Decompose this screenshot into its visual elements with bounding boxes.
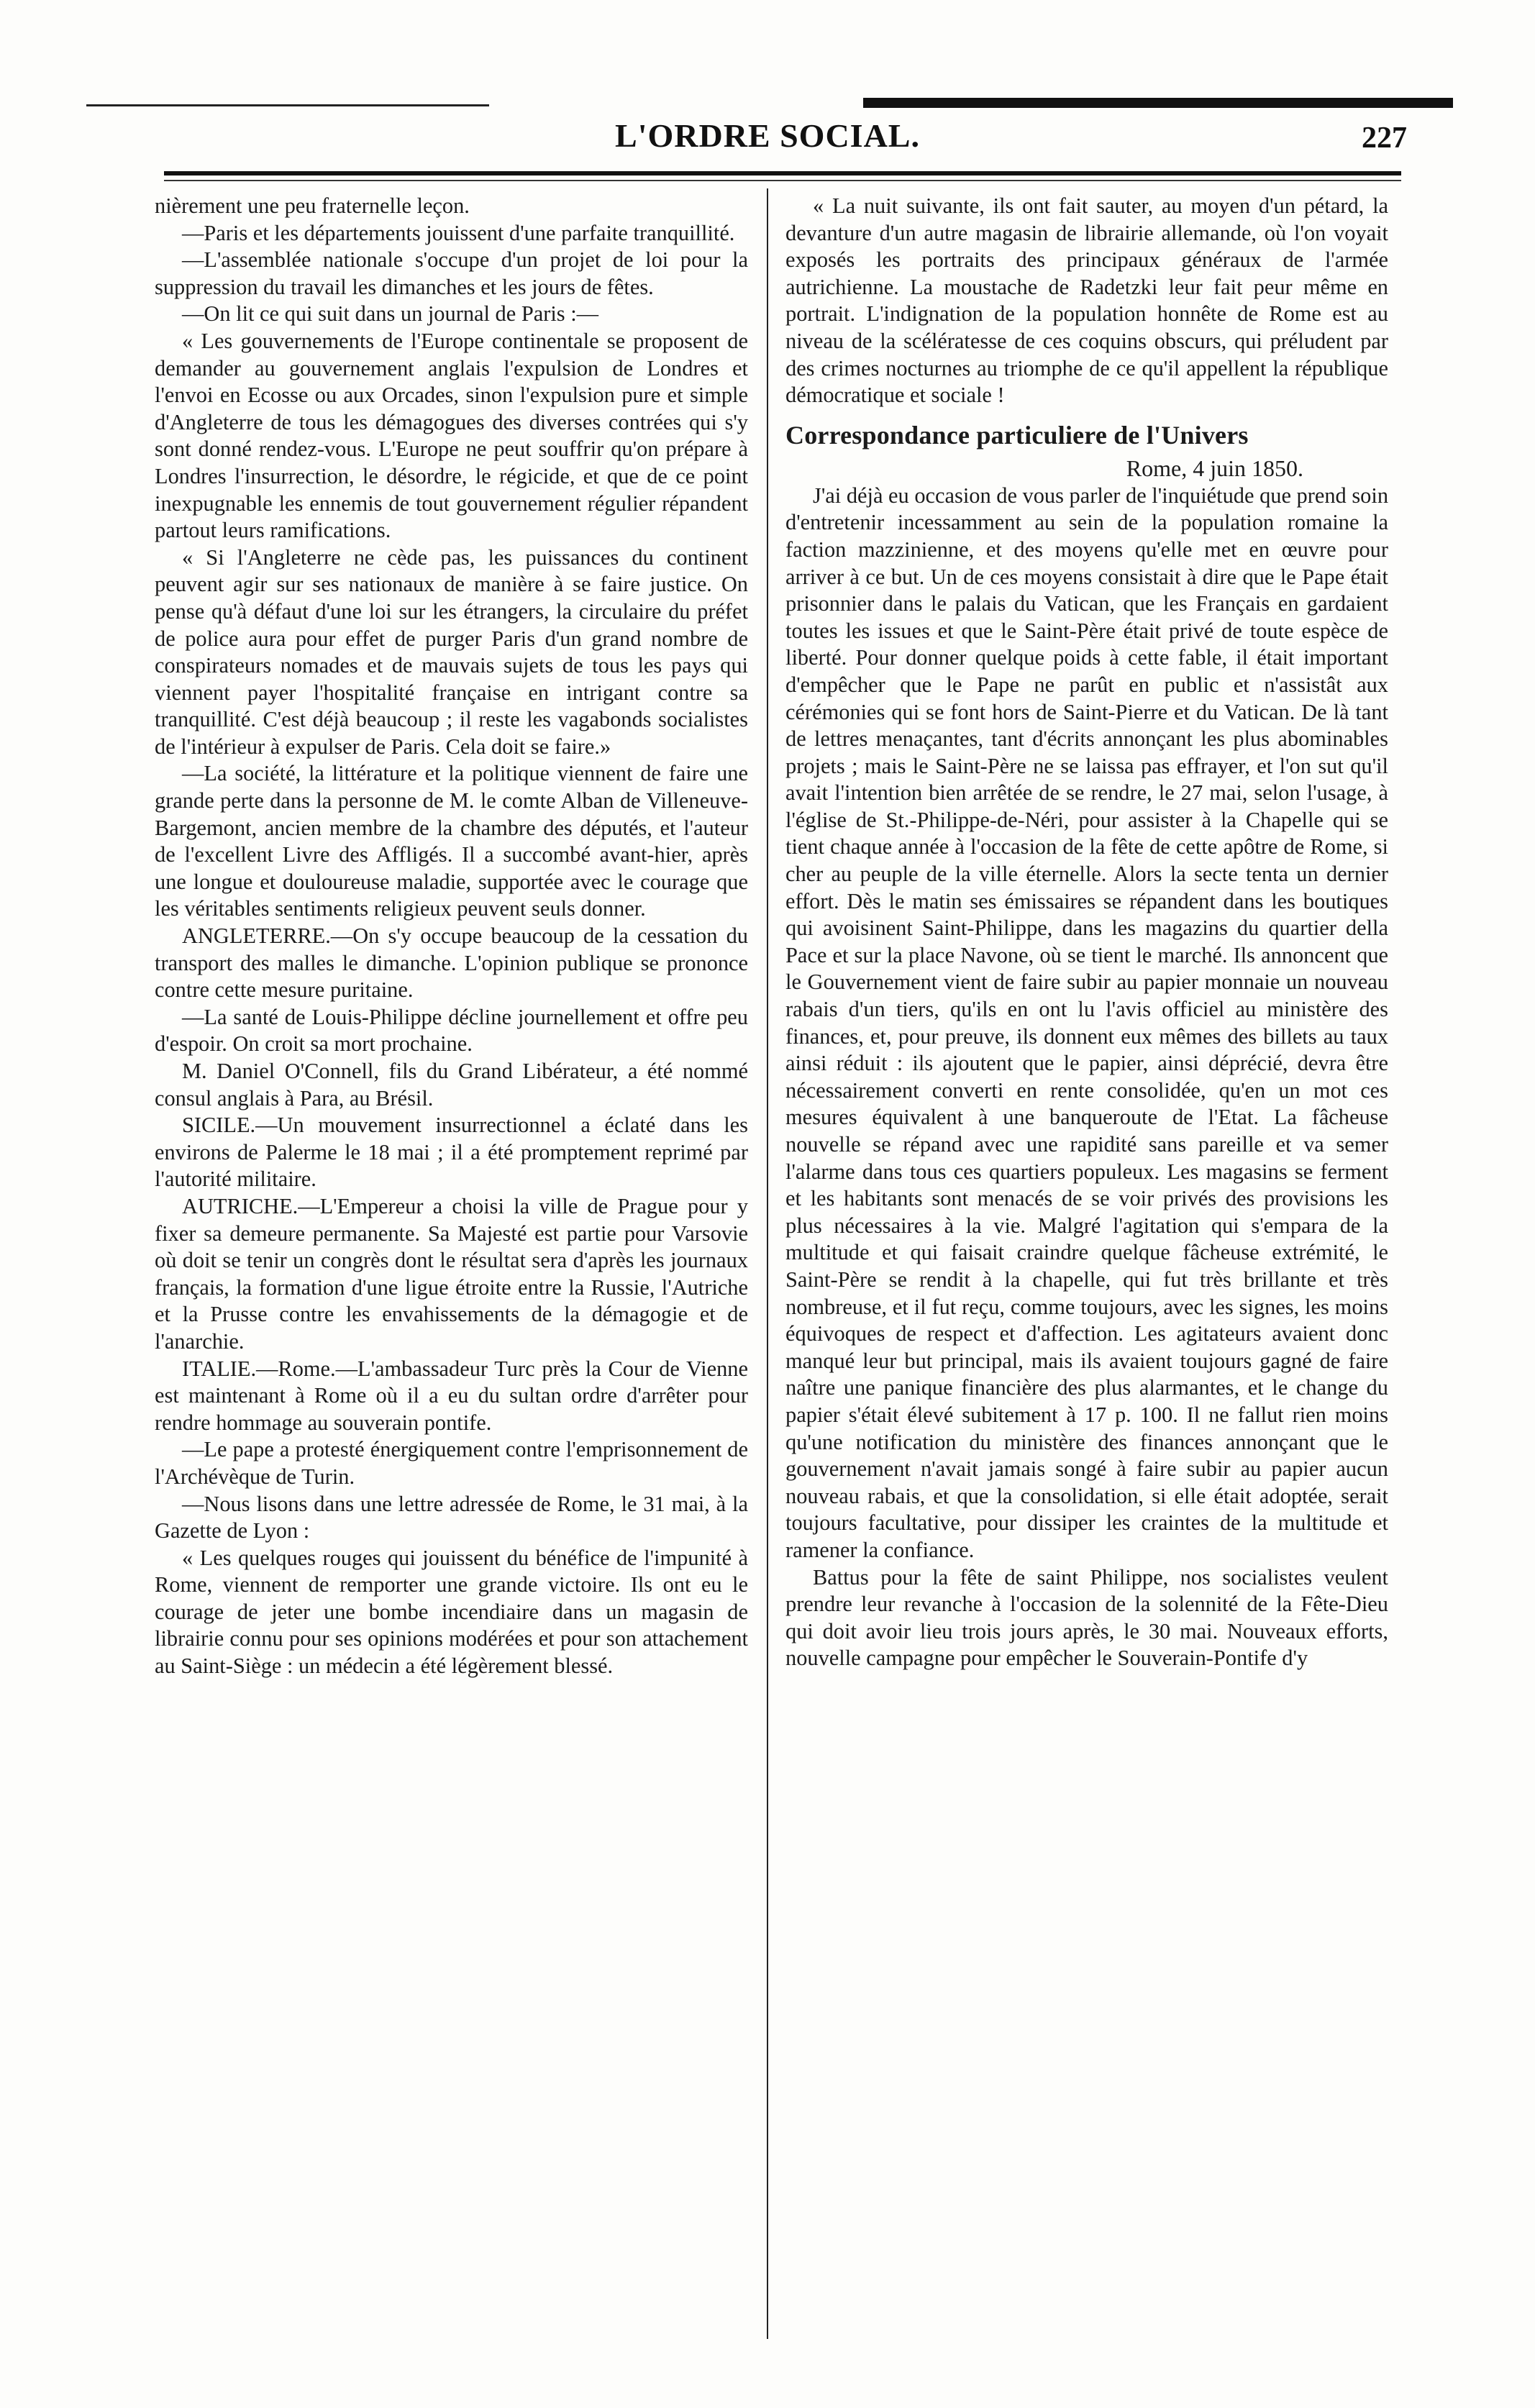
paragraph: —L'assemblée nationale s'occupe d'un projet de loi pour la suppression du travail les dimanches et les jours de fêtes.	[155, 247, 748, 299]
paragraph: —On lit ce qui suit dans un journal de Paris :—	[182, 301, 599, 327]
paragraph: AUTRICHE.—L'Empereur a choisi la ville de Prague pour y fixer sa demeure permanente. Sa Majesté est partie pour Varsovie où doit se tenir un congrès dont le résultat sera d'après les journaux français, la formation d'une ligue étroite entre la Russie, l'Autriche et la Prusse contre les envahissements de la démagogie et de l'anarchie.	[155, 1193, 748, 1354]
paragraph: SICILE.—Un mouvement insurrectionnel a éclaté dans les environs de Palerme le 18 mai ; il a été promptement reprimé par l'autorité militaire.	[155, 1113, 748, 1192]
paragraph: —Paris et les départements jouissent d'une parfaite tranquillité.	[182, 220, 735, 245]
paragraph: « Si l'Angleterre ne cède pas, les puissances du continent peuvent agir sur ses nationaux de manière à se faire justice. On pense qu'à défaut d'une loi sur les étrangers, la circulaire du préfet de police aura pour effet de purger Paris d'un grand nombre de conspirateurs nomades et de mauvais sujets de tous les pays qui viennent payer l'hospitalité française en intrigant contre sa tranquillité. C'est déjà beaucoup ; il reste les vagabonds socialistes de l'intérieur à expulser de Paris. Cela doit se faire.»	[155, 544, 748, 759]
section-heading: Correspondance particuliere de l'Univers	[785, 420, 1249, 450]
header-rule-thin	[164, 180, 1401, 181]
paragraph: ITALIE.—Rome.—L'ambassadeur Turc près la Cour de Vienne est maintenant à Rome où il a eu du sultan ordre d'arrêter pour rendre hommage au souverain pontife.	[155, 1356, 748, 1435]
paragraph: —La santé de Louis-Philippe décline journellement et offre peu d'espoir. On croit sa mort prochaine.	[155, 1004, 748, 1057]
paragraph: —Nous lisons dans une lettre adressée de Rome, le 31 mai, à la Gazette de Lyon :	[155, 1491, 748, 1543]
header-rule	[164, 171, 1401, 175]
running-head-title: L'ORDRE SOCIAL.	[615, 117, 920, 154]
top-right-rule	[863, 98, 1453, 108]
paragraph: —Le pape a protesté énergiquement contre l'emprisonnement de l'Archévèque de Turin.	[155, 1437, 748, 1489]
paragraph: nièrement une peu fraternelle leçon.	[155, 193, 470, 218]
top-left-rule	[86, 104, 489, 106]
paragraph: « Les gouvernements de l'Europe continentale se proposent de demander au gouvernement anglais l'expulsion de Londres et l'envoi en Ecosse ou aux Orcades, sinon l'expulsion pure et simple d'Angleterre de tous les démagogues des diverses contrées qui s'y sont donné rendez-vous. L'Europe ne peut souffrir qu'on prépare à Londres l'insurrection, le désordre, le régicide, et que de ce point inexpugnable les ennemis de tout gouvernement régulier répandent partout leurs ramifications.	[155, 328, 748, 543]
paragraph: J'ai déjà eu occasion de vous parler de l'inquiétude que prend soin d'entretenir incessamment au sein de la population romaine la faction mazzinienne, et des moyens qu'elle met en œuvre pour arriver à ce but. Un de ces moyens consistait à dire que le Pape était prisonnier dans le palais du Vatican, que les Français en gardaient toutes les issues et que le Saint-Père était privé de toute espèce de liberté. Pour donner quelque poids à cette fable, il était important d'empêcher que le Pape ne parût en public et n'assistât aux cérémonies qui se font hors de Saint-Pierre et du Vatican. De là tant de lettres menaçantes, tant d'écrits annonçant les plus abominables projets ; mais le Saint-Père ne se laissa pas effrayer, et l'on sut qu'il avait l'intention bien arrêtée de se rendre, le 27 mai, selon l'usage, à l'église de St.-Philippe-de-Néri, pour assister à la Chapelle qui se tient chaque année à l'occasion de la fête de cette apôtre de Rome, si cher au peuple de la ville éternelle. Alors la secte tenta un dernier effort. Dès le matin ses émissaires se répandent dans les boutiques qui avoisinent Saint-Philippe, dans les magazins du quartier della Pace et sur la place Navone, où se tient le marché. Ils annoncent que le Gouvernement vient de faire subir au papier monnaie un nouveau rabais d'un tiers, qu'ils en ont lu l'avis officiel au ministère des finances, et, pour preuve, ils donnent eux mêmes des billets au taux ainsi réduit : ils ajoutent que le papier, ainsi déprécié, devra être nécessairement converti en rente consolidée, qu'en un mot ces mesures équivalent à une banqueroute de l'Etat. La fâcheuse nouvelle se répand avec une rapidité sans pareille et va semer l'alarme dans tous ces quartiers populeux. Les magasins se ferment et les habitants sont menacés de se voir privés des provisions les plus nécessaires à la vie. Malgré l'agitation qui s'empara de la multitude et qui faisait craindre quelque fâcheuse extrémité, le Saint-Père se rendit à la chapelle, qui fut très brillante et très nombreuse, et il fut reçu, comme toujours, avec les signes, les moins équivoques de respect et d'affection. Les agitateurs avaient donc manqué leur but principal, mais ils avaient toujours gagné de faire naître une panique financière des plus alarmantes, et le change du papier s'était élevé subitement à 17 p. 100. Il ne fallut rien moins qu'une notification du ministère des finances annonçant que le gouvernement n'avait jamais songé à faire subir au papier aucun nouveau rabais, et que la consolidation, si elle était adoptée, serait toujours facultative, pour dissiper les craintes de la multitude et ramener la confiance.	[785, 483, 1389, 1562]
paragraph: Battus pour la fête de saint Philippe, nos socialistes veulent prendre leur revanche à l'occasion de la solennité de la Fête-Dieu qui doit avoir lieu trois jours après, le 30 mai. Nouveaux efforts, nouvelle campagne pour empêcher le Souverain-Pontife d'y	[785, 1564, 1388, 1671]
paragraph: —La société, la littérature et la politique viennent de faire une grande perte dans la personne de M. le comte Alban de Villeneuve-Bargemont, ancien membre de la chambre des députés, et l'auteur de l'excellent Livre des Affligés. Il a succombé avant-hier, après une longue et douloureuse maladie, supportée avec le courage que les véritables sentiments religieux peuvent seuls donner.	[155, 761, 748, 921]
paragraph: « La nuit suivante, ils ont fait sauter, au moyen d'un pétard, la devanture d'un autre magasin de librairie allemande, où l'on voyait exposés les portraits des principaux généraux de l'armée autrichienne. La moustache de Radetzki leur fait peur même en portrait. L'indignation de la population honnête de Rome est au niveau de la scélératesse de ces coquins obscurs, qui préludent par des crimes nocturnes au triomphe de ce qu'il appellent la république démocratique et sociale !	[785, 193, 1388, 408]
paragraph: ANGLETERRE.—On s'y occupe beaucoup de la cessation du transport des malles le dimanche. L'opinion publique se prononce contre cette mesure puritaine.	[155, 923, 748, 1003]
left-column	[155, 193, 748, 1680]
page-number: 227	[1362, 122, 1407, 155]
right-column	[785, 193, 1388, 1672]
column-divider	[767, 188, 768, 2339]
paragraph: M. Daniel O'Connell, fils du Grand Libérateur, a été nommé consul anglais à Para, au Brésil.	[155, 1059, 748, 1110]
paragraph: « Les quelques rouges qui jouissent du bénéfice de l'impunité à Rome, viennent de remporter une grande victoire. Ils ont eu le courage de jeter une bombe incendiaire dans un magasin de librairie connu pour ses opinions modérées et pour son attachement au Saint-Siège : un médecin a été légèrement blessé.	[155, 1545, 748, 1679]
dateline: Rome, 4 juin 1850.	[1126, 455, 1303, 481]
